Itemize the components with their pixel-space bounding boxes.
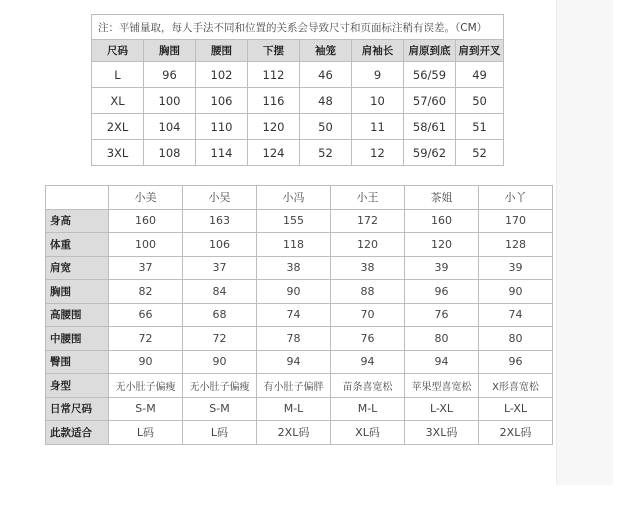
table-cell: 163 [183,209,257,233]
table-cell: 116 [248,88,300,114]
table-cell: 106 [196,88,248,114]
table-cell: 94 [331,350,405,374]
table-cell: 118 [257,233,331,257]
row-label: 身型 [46,374,109,398]
table-cell: 108 [144,140,196,166]
table-row [92,88,504,114]
table-cell: 37 [183,256,257,280]
table-cell: 94 [405,350,479,374]
table-cell: 128 [479,233,553,257]
table-row [46,421,553,445]
table-cell: 39 [405,256,479,280]
table-cell: 51 [456,114,504,140]
model-name: 小吴 [183,186,257,210]
row-label: 此款适合 [46,421,109,445]
table-cell: 50 [300,114,352,140]
header-cell: 胸围 [144,40,196,62]
table-cell: 70 [331,303,405,327]
table-row [46,350,553,374]
table-row [46,256,553,280]
table-cell: 96 [479,350,553,374]
table-cell: 52 [300,140,352,166]
table-cell: 无小肚子偏瘦 [183,374,257,398]
table-cell: 11 [352,114,404,140]
row-label: 身高 [46,209,109,233]
table-cell: 90 [109,350,183,374]
row-label: 中腰围 [46,327,109,351]
table-cell: 94 [257,350,331,374]
table-cell: 90 [479,280,553,304]
table-cell: 无小肚子偏瘦 [109,374,183,398]
table-cell: 160 [109,209,183,233]
table-cell: XL码 [331,421,405,445]
table-cell: 90 [257,280,331,304]
table-cell: 3XL [92,140,144,166]
table-cell: 苹果型喜宽松 [405,374,479,398]
table-cell: 100 [144,88,196,114]
table-cell: 84 [183,280,257,304]
size-chart-note: 注：平铺量取，每人手法不同和位置的关系会导致尺寸和页面标注稍有误差。（CM） [92,15,504,40]
table-cell: 112 [248,62,300,88]
table-cell: S-M [183,397,257,421]
model-header-row [46,186,553,210]
table-cell: 38 [331,256,405,280]
table-cell: 2XL码 [479,421,553,445]
table-cell: 114 [196,140,248,166]
size-chart-table [91,14,504,166]
table-cell: 10 [352,88,404,114]
model-name: 茶姐 [405,186,479,210]
table-cell: 78 [257,327,331,351]
table-cell: 58/61 [404,114,456,140]
table-cell: 160 [405,209,479,233]
table-cell: 96 [405,280,479,304]
model-reference-table [45,185,553,445]
table-cell: 2XL码 [257,421,331,445]
model-name: 小美 [109,186,183,210]
row-label: 胸围 [46,280,109,304]
table-row [46,209,553,233]
row-label: 臀围 [46,350,109,374]
table-cell: 74 [479,303,553,327]
table-cell: 2XL [92,114,144,140]
table-cell: 96 [144,62,196,88]
table-cell: 48 [300,88,352,114]
table-cell: 80 [405,327,479,351]
table-cell: 106 [183,233,257,257]
table-cell: 120 [405,233,479,257]
table-cell: 50 [456,88,504,114]
table-cell: 9 [352,62,404,88]
row-label: 日常尺码 [46,397,109,421]
table-cell: 12 [352,140,404,166]
table-cell: 120 [248,114,300,140]
table-cell: L码 [109,421,183,445]
table-cell: 苗条喜宽松 [331,374,405,398]
table-cell: L码 [183,421,257,445]
table-cell: 52 [456,140,504,166]
table-row [46,327,553,351]
table-cell: X形喜宽松 [479,374,553,398]
table-cell: 90 [183,350,257,374]
size-chart-header-row [92,40,504,62]
table-cell: L-XL [479,397,553,421]
table-cell: 88 [331,280,405,304]
table-cell: XL [92,88,144,114]
table-row [46,397,553,421]
table-cell: 56/59 [404,62,456,88]
table-cell: 104 [144,114,196,140]
table-row [46,374,553,398]
table-cell: 68 [183,303,257,327]
table-cell: 124 [248,140,300,166]
table-cell: 46 [300,62,352,88]
table-cell: 172 [331,209,405,233]
table-cell: 102 [196,62,248,88]
corner-cell [46,186,109,210]
header-cell: 袖笼 [300,40,352,62]
model-name: 小冯 [257,186,331,210]
side-panel [556,0,613,485]
header-cell: 腰围 [196,40,248,62]
table-cell: 72 [183,327,257,351]
table-row [46,233,553,257]
model-name: 小王 [331,186,405,210]
header-cell: 肩到开叉 [456,40,504,62]
table-cell: 100 [109,233,183,257]
table-cell: M-L [331,397,405,421]
header-cell: 肩袖长 [352,40,404,62]
model-name: 小丫 [479,186,553,210]
table-row [92,140,504,166]
table-cell: 59/62 [404,140,456,166]
table-cell: 72 [109,327,183,351]
table-row [92,62,504,88]
table-cell: 38 [257,256,331,280]
table-cell: 76 [331,327,405,351]
table-cell: 57/60 [404,88,456,114]
table-cell: 155 [257,209,331,233]
table-cell: 110 [196,114,248,140]
table-cell: 66 [109,303,183,327]
table-cell: 37 [109,256,183,280]
row-label: 肩宽 [46,256,109,280]
header-cell: 下摆 [248,40,300,62]
table-cell: 39 [479,256,553,280]
table-cell: S-M [109,397,183,421]
table-cell: 49 [456,62,504,88]
table-cell: 170 [479,209,553,233]
table-cell: 有小肚子偏胖 [257,374,331,398]
header-cell: 肩原到底 [404,40,456,62]
header-cell: 尺码 [92,40,144,62]
table-cell: 120 [331,233,405,257]
table-row [46,280,553,304]
table-cell: L-XL [405,397,479,421]
table-cell: M-L [257,397,331,421]
table-cell: 76 [405,303,479,327]
row-label: 高腰围 [46,303,109,327]
row-label: 体重 [46,233,109,257]
table-cell: 80 [479,327,553,351]
table-row [46,303,553,327]
table-cell: 82 [109,280,183,304]
table-cell: L [92,62,144,88]
table-cell: 3XL码 [405,421,479,445]
table-row [92,114,504,140]
table-cell: 74 [257,303,331,327]
